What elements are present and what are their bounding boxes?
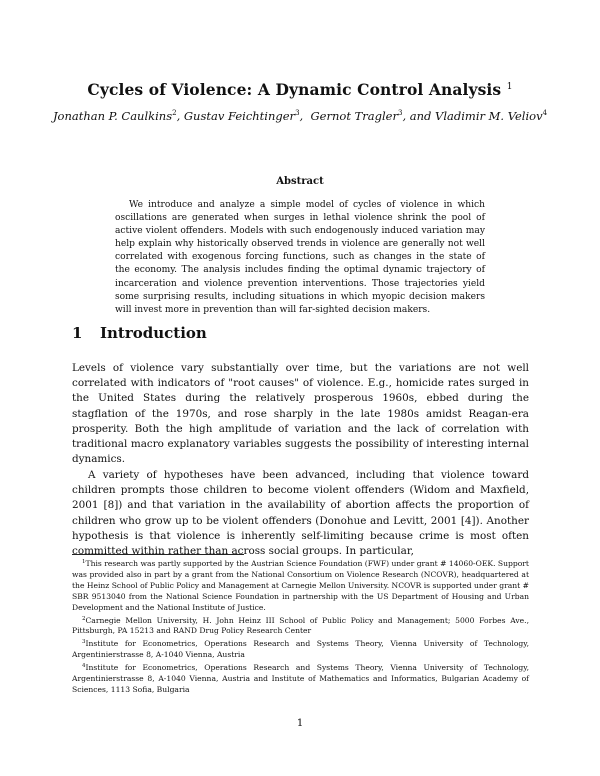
footnote-text: Carnegie Mellon University, H. John Heinz III School of Public Policy and Management; 5000 Forbes Ave., Pittsburgh, PA 15213 and RAND Drug Policy Research Center [72,615,529,636]
body-paragraph: Levels of violence vary substantially over time, but the variations are not well correlated with indicators of "root causes" of violence. E.g., homicide rates surged in the United States during the relatively prosperous 1960s, ebbed during the stagflation of the 1970s, and rose sharply in the late 1980s amidst Reagan-era prosperity. Both the high amplitude of variation and the lack of correlation with traditional macro explanatory variables suggests the possibility of interesting internal dynamics. [72,362,529,466]
author-name: Vladimir M. Veliov [435,109,543,123]
section-heading [72,324,207,342]
title-text: Cycles of Violence: A Dynamic Control Analysis [87,80,502,99]
footnote-mark: 1 [82,559,86,565]
author-affiliation-mark: 3 [295,109,300,117]
title-footnote-mark: 1 [506,82,513,92]
section-title: Introduction [100,324,207,342]
author-name: Gernot Tragler [310,109,398,123]
footnote-text: Institute for Econometrics, Operations Research and Systems Theory, Vienna University of Technology, Argentinierstrasse 8, A-1040 Vienna, Austria [72,639,529,660]
footnote-separator [72,554,244,555]
paper-title [0,80,600,99]
footnote-mark: 3 [82,639,86,646]
author-name: Gustav Feichtinger [183,109,296,123]
author-affiliation-mark: 3 [397,109,403,117]
author-affiliation-mark: 4 [542,109,548,117]
body-paragraph: A variety of hypotheses have been advanced, including that violence toward children prompts those children to become violent offenders (Widom and Maxfield, 2001 [8]) and that variation in the availability of abortion affects the proportion of children who grow up to be violent offenders (Donohue and Levitt, 2001 [4]). Another hypothesis is that violence is inherently self-limiting because crime is most often committed within rather than across social groups. In particular, [72,469,529,558]
footnote [72,637,529,661]
footnote [72,614,529,638]
author-conjunction: and [409,109,432,123]
abstract-heading: Abstract [276,176,324,187]
footnote [72,661,529,696]
author-list: Jonathan P. Caulkins$^2$, Gustav Feichtinger$^3$, Gernot Tragler$^3$, and Vladimir M. Veliov$^4$ [52,109,548,123]
section-number: 1 [72,324,83,342]
footnote-text: Institute for Econometrics, Operations Research and Systems Theory, Vienna University of Technology, Argentinierstrasse 8, A-1040 Vienna, Austria and Institute of Mathematics and Informatics, Bulgarian Academy of Sciences, 1113 Sofia, Bulgaria [72,663,529,694]
footnote [72,557,529,614]
footnote-mark: 2 [82,615,86,622]
abstract-text: We introduce and analyze a simple model of cycles of violence in which oscillations are generated when surges in lethal violence shrink the pool of active violent offenders. Models with such endogenously induced variation may help explain why historically observed trends in violence are generally not well correlated with exogenous forcing functions, such as changes in the state of the economy. The analysis includes finding the optimal dynamic trajectory of incarceration and violence prevention interventions. Those trajectories yield some surprising results, including situations in which myopic decision makers will invest more in prevention than will far-sighted decision makers. [115,200,485,315]
page-number: 1 [296,717,304,729]
footnote-mark: 4 [82,663,86,670]
author-name: Jonathan P. Caulkins [52,109,173,123]
footnotes [72,557,529,696]
footnote-text: This research was partly supported by the Austrian Science Foundation (FWF) under grant # 14060-OEK. Support was provided also in part by a grant from the National Consortium on Violence Research (NCOVR), headquartered at the Heinz School of Public Policy and Management at Carnegie Mellon University. NCOVR is supported under grant # SBR 9513040 from the National Science Foundation in partnership with the US Department of Housing and Urban Development and the National Institute of Justice. [72,559,529,612]
author-affiliation-mark: 2 [172,109,177,117]
